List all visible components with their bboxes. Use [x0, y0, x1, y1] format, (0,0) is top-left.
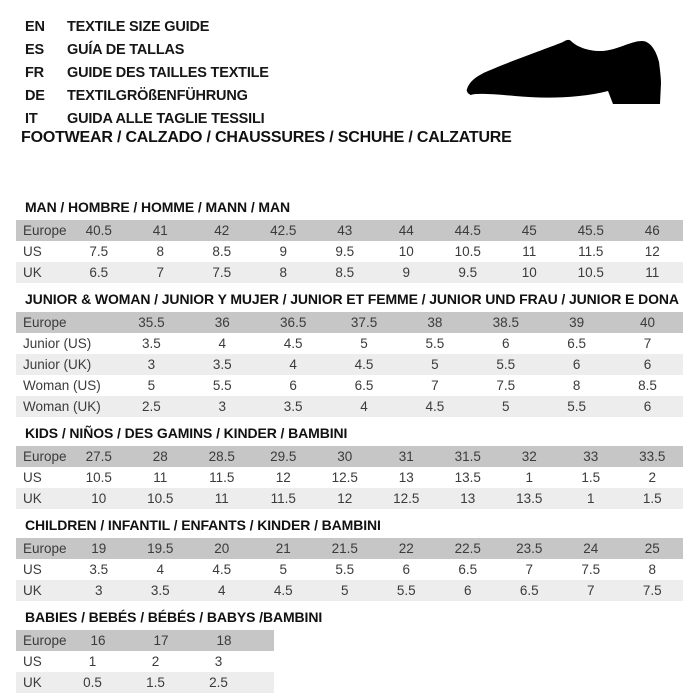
table-header-row — [16, 538, 683, 559]
size-cell: 5.5 — [396, 583, 416, 598]
size-cell: 3 — [214, 654, 223, 669]
size-cell: 8.5 — [212, 244, 232, 259]
size-cell: 8 — [572, 378, 581, 393]
size-cell: 9.5 — [458, 265, 478, 280]
europe-size-cell: 33.5 — [639, 449, 666, 464]
language-code: IT — [25, 111, 38, 127]
size-table-man — [16, 220, 683, 283]
size-cell: 10.5 — [147, 491, 174, 506]
size-table-babies — [16, 630, 274, 693]
europe-size-cell: 29.5 — [270, 449, 297, 464]
size-cell: 7.5 — [212, 265, 232, 280]
size-cell: 6 — [463, 583, 472, 598]
europe-size-cell: 17 — [153, 633, 169, 648]
row-label: Europe — [23, 315, 67, 330]
size-cell: 1.5 — [642, 491, 662, 506]
size-cell: 10 — [521, 265, 537, 280]
size-cell: 1.5 — [146, 675, 165, 690]
europe-size-cell: 21 — [275, 541, 291, 556]
row-label: US — [23, 244, 42, 259]
europe-size-cell: 28.5 — [208, 449, 235, 464]
europe-size-cell: 40 — [640, 315, 656, 330]
size-cell: 3 — [218, 399, 227, 414]
language-code: EN — [25, 19, 45, 35]
europe-size-cell: 38 — [427, 315, 443, 330]
size-cell: 1 — [586, 491, 595, 506]
europe-size-cell: 36 — [214, 315, 230, 330]
size-cell: 7 — [525, 562, 533, 577]
size-cell: 0.5 — [83, 675, 102, 690]
row-label: UK — [23, 583, 42, 598]
size-cell: 9 — [402, 265, 410, 280]
table-row — [16, 559, 683, 580]
language-title-block — [25, 16, 269, 131]
size-section-kids — [16, 425, 683, 509]
size-table-children — [16, 538, 683, 601]
row-label: Junior (UK) — [23, 357, 92, 372]
row-label: Europe — [23, 223, 67, 238]
size-cell: 7.5 — [89, 244, 109, 259]
size-cell: 7 — [156, 265, 164, 280]
size-table-kids — [16, 446, 683, 509]
table-row — [16, 241, 683, 262]
language-row — [25, 62, 269, 85]
size-cell: 4 — [360, 399, 368, 414]
table-row — [16, 672, 274, 693]
size-table-junior-woman — [16, 312, 683, 417]
size-cell: 5 — [340, 583, 349, 598]
size-cell: 11 — [645, 265, 660, 280]
dress-shoe-silhouette — [467, 40, 661, 104]
dress-shoe-icon — [463, 38, 663, 110]
europe-size-cell: 35.5 — [138, 315, 165, 330]
europe-size-cell: 16 — [90, 633, 106, 648]
size-cell: 5.5 — [425, 336, 445, 351]
size-cell: 10 — [398, 244, 414, 259]
size-section-children — [16, 517, 683, 601]
europe-size-cell: 33 — [583, 449, 599, 464]
table-header-row — [16, 446, 683, 467]
europe-size-cell: 41 — [152, 223, 168, 238]
table-header-row — [16, 630, 274, 651]
table-row — [16, 354, 683, 375]
size-cell: 1.5 — [581, 470, 601, 485]
size-cell: 11 — [153, 470, 168, 485]
size-cell: 6.5 — [567, 336, 587, 351]
size-section-man — [16, 199, 683, 283]
size-cell: 10 — [91, 491, 107, 506]
size-cell: 6.5 — [458, 562, 478, 577]
size-cell: 11 — [214, 491, 229, 506]
europe-size-cell: 44.5 — [454, 223, 481, 238]
size-cell: 6 — [502, 336, 510, 351]
section-title: JUNIOR & WOMAN / JUNIOR Y MUJER / JUNIOR ET FEMME / JUNIOR UND FRAU / JUNIOR E DONA — [25, 291, 679, 307]
size-cell: 3.5 — [89, 562, 109, 577]
table-row — [16, 375, 683, 396]
size-cell: 2 — [151, 654, 160, 669]
size-cell: 10.5 — [577, 265, 604, 280]
size-cell: 5 — [147, 378, 156, 393]
row-label: Woman (UK) — [23, 399, 101, 414]
size-cell: 12.5 — [331, 470, 358, 485]
size-cell: 5 — [360, 336, 368, 351]
europe-size-cell: 21.5 — [331, 541, 358, 556]
language-title: GUIDE DES TAILLES TEXTILE — [67, 65, 269, 81]
size-cell: 4 — [217, 583, 226, 598]
size-cell: 2 — [648, 470, 656, 485]
size-cell: 11.5 — [578, 244, 604, 259]
language-row — [25, 39, 269, 62]
section-title: MAN / HOMBRE / HOMME / MANN / MAN — [25, 199, 291, 215]
size-cell: 5 — [502, 399, 510, 414]
size-cell: 11 — [522, 244, 537, 259]
europe-size-cell: 22 — [398, 541, 414, 556]
size-cell: 8.5 — [335, 265, 355, 280]
size-cell: 8 — [648, 562, 656, 577]
europe-size-cell: 31 — [398, 449, 414, 464]
size-cell: 13 — [398, 470, 414, 485]
table-row — [16, 467, 683, 488]
size-cell: 5.5 — [212, 378, 232, 393]
row-label: US — [23, 562, 42, 577]
europe-size-cell: 42 — [214, 223, 230, 238]
europe-size-cell: 39 — [569, 315, 585, 330]
table-row — [16, 262, 683, 283]
size-cell: 12 — [275, 470, 291, 485]
size-cell: 8.5 — [638, 378, 657, 393]
language-title: GUÍA DE TALLAS — [67, 42, 185, 58]
size-cell: 5.5 — [335, 562, 355, 577]
europe-size-cell: 25 — [644, 541, 660, 556]
size-cell: 13.5 — [516, 491, 543, 506]
section-title: KIDS / NIÑOS / DES GAMINS / KINDER / BAMBINI — [25, 425, 348, 441]
size-cell: 8 — [156, 244, 164, 259]
language-title: TEXTILGRÖßENFÜHRUNG — [67, 88, 248, 104]
section-title: CHILDREN / INFANTIL / ENFANTS / KINDER / BAMBINI — [25, 517, 381, 533]
row-label: UK — [23, 265, 42, 280]
size-cell: 3 — [147, 357, 156, 372]
europe-size-cell: 43 — [337, 223, 353, 238]
size-cell: 9 — [279, 244, 287, 259]
table-row — [16, 396, 683, 417]
europe-size-cell: 24 — [583, 541, 599, 556]
europe-size-cell: 20 — [214, 541, 230, 556]
row-label: Europe — [23, 541, 67, 556]
size-cell: 7 — [431, 378, 439, 393]
size-cell: 6.5 — [354, 378, 374, 393]
table-row — [16, 651, 274, 672]
size-cell: 7.5 — [642, 583, 662, 598]
size-cell: 9.5 — [335, 244, 355, 259]
size-section-babies — [16, 609, 683, 693]
size-cell: 11.5 — [209, 470, 235, 485]
row-label: Europe — [23, 449, 67, 464]
language-code: DE — [25, 88, 45, 104]
row-label: US — [23, 654, 42, 669]
size-cell: 3 — [94, 583, 103, 598]
size-cell: 6.5 — [519, 583, 539, 598]
size-cell: 10.5 — [454, 244, 481, 259]
europe-size-cell: 27.5 — [85, 449, 112, 464]
europe-size-cell: 38.5 — [492, 315, 519, 330]
size-cell: 4 — [218, 336, 227, 351]
table-row — [16, 580, 683, 601]
table-header-row — [16, 220, 683, 241]
size-cell: 10.5 — [85, 470, 112, 485]
size-cell: 3.5 — [150, 583, 170, 598]
size-cell: 2.5 — [209, 675, 228, 690]
size-cell: 8 — [279, 265, 287, 280]
size-cell: 6 — [572, 357, 581, 372]
language-row — [25, 85, 269, 108]
europe-size-cell: 18 — [216, 633, 232, 648]
europe-size-cell: 19.5 — [147, 541, 174, 556]
size-cell: 7.5 — [581, 562, 601, 577]
row-label: US — [23, 470, 42, 485]
size-section-junior-woman — [16, 291, 683, 417]
europe-size-cell: 40.5 — [85, 223, 112, 238]
europe-size-cell: 45 — [521, 223, 537, 238]
size-cell: 12 — [337, 491, 353, 506]
size-cell: 4.5 — [354, 357, 374, 372]
europe-size-cell: 46 — [644, 223, 660, 238]
size-cell: 6.5 — [89, 265, 109, 280]
size-cell: 4.5 — [283, 336, 303, 351]
europe-size-cell: 22.5 — [454, 541, 481, 556]
size-cell: 4 — [156, 562, 164, 577]
row-label: Woman (US) — [23, 378, 101, 393]
size-cell: 13 — [460, 491, 476, 506]
size-cell: 1 — [88, 654, 97, 669]
size-cell: 5.5 — [567, 399, 587, 414]
size-cell: 4.5 — [212, 562, 232, 577]
europe-size-cell: 31.5 — [454, 449, 481, 464]
size-cell: 4.5 — [273, 583, 293, 598]
europe-size-cell: 42.5 — [270, 223, 297, 238]
size-cell: 5.5 — [496, 357, 516, 372]
language-title: TEXTILE SIZE GUIDE — [67, 19, 210, 35]
table-header-row — [16, 312, 683, 333]
europe-size-cell: 32 — [521, 449, 537, 464]
size-cell: 11.5 — [270, 491, 296, 506]
europe-size-cell: 44 — [398, 223, 414, 238]
size-cell: 4 — [289, 357, 297, 372]
europe-size-cell: 37.5 — [350, 315, 378, 330]
language-code: ES — [25, 42, 44, 58]
size-cell: 13.5 — [454, 470, 481, 485]
size-cell: 6 — [402, 562, 410, 577]
size-cell: 12.5 — [393, 491, 420, 506]
size-cell: 4.5 — [425, 399, 445, 414]
row-label: UK — [23, 675, 42, 690]
size-cell: 6 — [289, 378, 297, 393]
europe-size-cell: 36.5 — [280, 315, 307, 330]
language-code: FR — [25, 65, 44, 81]
europe-size-cell: 30 — [337, 449, 353, 464]
language-row — [25, 16, 269, 39]
size-cell: 12 — [644, 244, 660, 259]
europe-size-cell: 45.5 — [577, 223, 604, 238]
size-cell: 7 — [586, 583, 595, 598]
europe-size-cell: 28 — [152, 449, 168, 464]
size-cell: 6 — [643, 357, 652, 372]
size-cell: 3.5 — [212, 357, 232, 372]
category-heading: FOOTWEAR / CALZADO / CHAUSSURES / SCHUHE / CALZATURE — [21, 129, 512, 146]
size-cell: 1 — [525, 470, 533, 485]
size-cell: 7.5 — [496, 378, 516, 393]
section-title: BABIES / BEBÉS / BÉBÉS / BABYS /BAMBINI — [25, 609, 323, 625]
size-cell: 5 — [431, 357, 439, 372]
europe-size-cell: 19 — [91, 541, 107, 556]
size-tables — [16, 199, 683, 700]
size-cell: 7 — [643, 336, 652, 351]
size-cell: 3.5 — [283, 399, 303, 414]
size-cell: 2.5 — [142, 399, 161, 414]
row-label: Europe — [23, 633, 67, 648]
size-cell: 5 — [279, 562, 287, 577]
language-row — [25, 108, 269, 131]
europe-size-cell: 23.5 — [516, 541, 543, 556]
table-row — [16, 333, 683, 354]
row-label: Junior (US) — [23, 336, 92, 351]
language-title: GUIDA ALLE TAGLIE TESSILI — [67, 111, 265, 127]
row-label: UK — [23, 491, 42, 506]
size-cell: 6 — [643, 399, 652, 414]
table-row — [16, 488, 683, 509]
size-cell: 3.5 — [142, 336, 161, 351]
